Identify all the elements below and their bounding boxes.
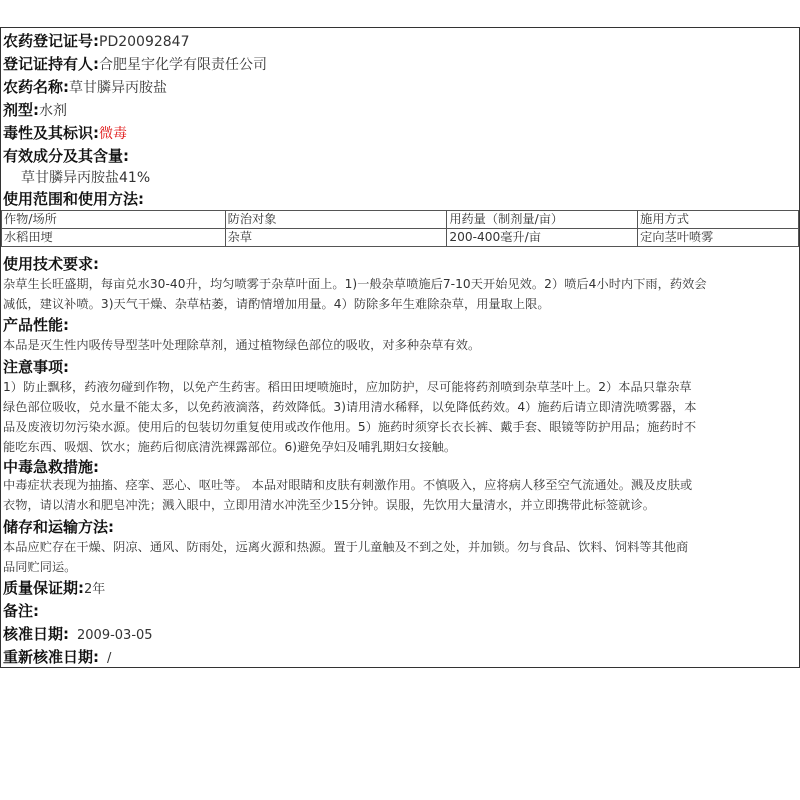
shelf-life-value: 2年 bbox=[84, 582, 106, 597]
approval-date-value: 2009-03-05 bbox=[77, 628, 153, 643]
active-ingredient-value-row bbox=[21, 167, 150, 188]
product-performance-line: 本品是灭生性内吸传导型茎叶处理除草剂，通过植物绿色部位的吸收，对多种杂草有效。 bbox=[3, 338, 481, 352]
usage-table-header-row bbox=[2, 211, 799, 229]
technical-requirements-label: 使用技术要求: bbox=[3, 255, 99, 273]
precautions-line: 品及废液切勿污染水源。使用后的包装切勿重复使用或改作他用。5）施药时须穿长衣长裤、戴手套、眼镜等防护用品；施药时不 bbox=[3, 420, 697, 434]
precautions-line: 绿色部位吸收，兑水量不能太多，以免药液滴落，药效降低。3)请用清水稀释，以免降低药效。4）施药后请立即清洗喷雾器，本 bbox=[3, 400, 697, 414]
usage-cell-crop: 水稻田埂 bbox=[2, 229, 226, 247]
storage-heading bbox=[3, 517, 114, 537]
usage-cell-target: 杂草 bbox=[225, 229, 447, 247]
registration-document bbox=[0, 27, 800, 668]
usage-header-method: 施用方式 bbox=[638, 211, 799, 229]
precautions-heading bbox=[3, 357, 69, 377]
product-performance-heading bbox=[3, 315, 69, 335]
usage-table bbox=[1, 210, 799, 247]
first-aid-heading bbox=[3, 457, 99, 477]
technical-requirements-heading bbox=[3, 254, 99, 274]
shelf-life-label: 质量保证期: bbox=[3, 579, 84, 597]
technical-requirements-line: 杂草生长旺盛期，每亩兑水30-40升，均匀喷雾于杂草叶面上。1)一般杂草喷施后7-10天开始见效。2）喷后4小时内下雨，药效会 bbox=[3, 277, 707, 291]
registration-no-label: 农药登记证号: bbox=[3, 32, 99, 50]
remarks-label: 备注: bbox=[3, 602, 39, 620]
shelf-life-row bbox=[3, 578, 105, 600]
technical-requirements-line: 减低，建议补喷。3)天气干燥、杂草枯萎，请酌情增加用量。4）防除多年生难除杂草，用量取上限。 bbox=[3, 297, 550, 311]
product-performance-text bbox=[3, 335, 797, 355]
active-ingredient-label: 有效成分及其含量: bbox=[3, 147, 129, 165]
toxicity-label: 毒性及其标识: bbox=[3, 124, 99, 142]
first-aid-line: 中毒症状表现为抽搐、痉挛、恶心、呕吐等。 本品对眼睛和皮肤有刺激作用。不慎吸入，应将病人移至空气流通处。溅及皮肤或 bbox=[3, 478, 693, 492]
storage-line: 品同贮同运。 bbox=[3, 560, 77, 574]
holder-row bbox=[3, 54, 267, 75]
toxicity-value: 微毒 bbox=[99, 126, 127, 142]
precautions-line: 1）防止飘移，药液勿碰到作物，以免产生药害。稻田田埂喷施时，应加防护，尽可能将药剂喷到杂草茎叶上。2）本品只靠杂草 bbox=[3, 380, 692, 394]
formulation-label: 剂型: bbox=[3, 101, 39, 119]
reapproval-date-row bbox=[3, 647, 111, 669]
precautions-line: 能吃东西、吸烟、饮水；施药后彻底清洗裸露部位。6)避免孕妇及哺乳期妇女接触。 bbox=[3, 440, 457, 454]
active-ingredient-row bbox=[3, 146, 129, 166]
formulation-value: 水剂 bbox=[39, 103, 67, 119]
remarks-row bbox=[3, 601, 39, 622]
usage-header-crop: 作物/场所 bbox=[2, 211, 226, 229]
precautions-label: 注意事项: bbox=[3, 358, 69, 376]
usage-cell-method: 定向茎叶喷雾 bbox=[638, 229, 799, 247]
registration-no-row bbox=[3, 31, 189, 52]
approval-date-row bbox=[3, 624, 153, 646]
holder-value: 合肥星宇化学有限责任公司 bbox=[99, 57, 267, 73]
usage-row bbox=[3, 189, 144, 209]
registration-no-value: PD20092847 bbox=[99, 34, 190, 50]
toxicity-row bbox=[3, 123, 127, 144]
storage-line: 本品应贮存在干燥、阴凉、通风、防雨处，远离火源和热源。置于儿童触及不到之处，并加锁。勿与食品、饮料、饲料等其他商 bbox=[3, 540, 689, 554]
first-aid-line: 衣物，请以清水和肥皂冲洗；溅入眼中，立即用清水冲洗至少15分钟。误服，先饮用大量清水，并立即携带此标签就诊。 bbox=[3, 498, 655, 512]
reapproval-date-value: / bbox=[107, 651, 112, 666]
usage-header-target: 防治对象 bbox=[225, 211, 447, 229]
table-row bbox=[2, 229, 799, 247]
usage-header-dosage: 用药量（制剂量/亩） bbox=[447, 211, 638, 229]
formulation-row bbox=[3, 100, 67, 121]
product-performance-label: 产品性能: bbox=[3, 316, 69, 334]
approval-date-label: 核准日期: bbox=[3, 625, 69, 643]
reapproval-date-label: 重新核准日期: bbox=[3, 648, 99, 666]
first-aid-label: 中毒急救措施: bbox=[3, 458, 99, 476]
storage-text bbox=[3, 537, 797, 577]
precautions-text bbox=[3, 377, 797, 457]
first-aid-text bbox=[3, 475, 797, 515]
holder-label: 登记证持有人: bbox=[3, 55, 99, 73]
usage-label: 使用范围和使用方法: bbox=[3, 190, 144, 208]
pesticide-name-value: 草甘膦异丙胺盐 bbox=[69, 80, 167, 96]
active-ingredient-value: 草甘膦异丙胺盐41% bbox=[21, 170, 151, 186]
pesticide-name-row bbox=[3, 77, 167, 98]
pesticide-name-label: 农药名称: bbox=[3, 78, 69, 96]
usage-cell-dosage: 200-400毫升/亩 bbox=[447, 229, 638, 247]
storage-label: 储存和运输方法: bbox=[3, 518, 114, 536]
technical-requirements-text bbox=[3, 274, 797, 314]
